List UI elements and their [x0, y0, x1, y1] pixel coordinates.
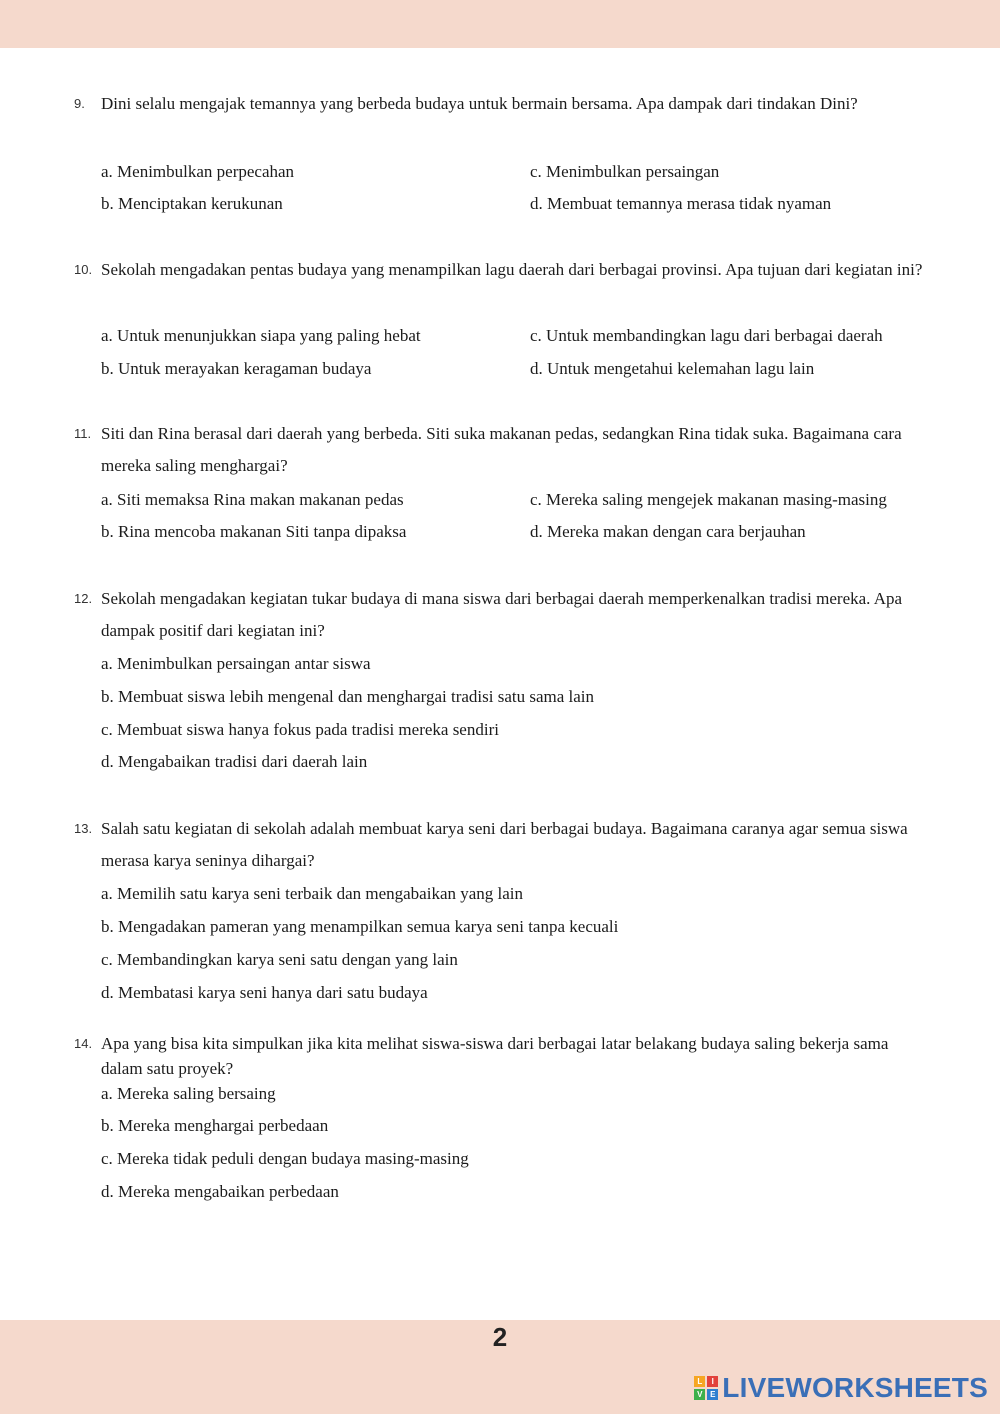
option-c[interactable]: c. Menimbulkan persaingan [530, 162, 720, 181]
question-text: Apa yang bisa kita simpulkan jika kita melihat siswa-siswa dari berbagai latar belakang budaya saling bekerja sama dalam satu proyek? [101, 1034, 889, 1078]
question-text: Sekolah mengadakan kegiatan tukar budaya di mana siswa dari berbagai daerah memperkenalkan tradisi mereka. Apa dampak positif dari kegiatan ini? [101, 589, 903, 640]
logo-letter: I [707, 1376, 718, 1387]
option-b[interactable]: b. Rina mencoba makanan Siti tanpa dipaksa [101, 522, 407, 541]
question-text: Dini selalu mengajak temannya yang berbeda budaya untuk bermain bersama. Apa dampak dari tindakan Dini? [101, 94, 858, 113]
option-d[interactable]: d. Mengabaikan tradisi dari daerah lain [101, 752, 368, 771]
option-b[interactable]: b. Menciptakan kerukunan [101, 194, 283, 213]
option-d[interactable]: d. Membuat temannya merasa tidak nyaman [530, 194, 832, 213]
logo-letter: E [707, 1389, 718, 1400]
question-text: Salah satu kegiatan di sekolah adalah membuat karya seni dari berbagai budaya. Bagaimana caranya agar semua siswa merasa karya seninya dihargai? [101, 819, 908, 870]
option-a[interactable]: a. Menimbulkan perpecahan [101, 162, 295, 181]
option-a[interactable]: a. Mereka saling bersaing [101, 1084, 276, 1103]
option-b[interactable]: b. Mengadakan pameran yang menampilkan semua karya seni tanpa kecuali [101, 917, 619, 936]
option-a[interactable]: a. Memilih satu karya seni terbaik dan mengabaikan yang lain [101, 884, 524, 903]
logo-letter: L [694, 1376, 705, 1387]
header-band [0, 0, 1000, 48]
option-c[interactable]: c. Mereka tidak peduli dengan budaya masing-masing [101, 1149, 469, 1168]
liveworksheets-icon [694, 1376, 718, 1400]
option-d[interactable]: d. Untuk mengetahui kelemahan lagu lain [530, 359, 815, 378]
option-d[interactable]: d. Membatasi karya seni hanya dari satu budaya [101, 983, 428, 1002]
option-c[interactable]: c. Membandingkan karya seni satu dengan yang lain [101, 950, 458, 969]
question-number: 10. [74, 262, 93, 277]
option-c[interactable]: c. Membuat siswa hanya fokus pada tradisi mereka sendiri [101, 720, 499, 739]
question-number: 13. [74, 821, 93, 836]
option-a[interactable]: a. Siti memaksa Rina makan makanan pedas [101, 490, 404, 509]
option-a[interactable]: a. Menimbulkan persaingan antar siswa [101, 654, 371, 673]
question-text: Siti dan Rina berasal dari daerah yang berbeda. Siti suka makanan pedas, sedangkan Rina tidak suka. Bagaimana cara mereka saling menghargai? [101, 424, 902, 475]
liveworksheets-logo[interactable] [694, 1372, 988, 1404]
option-b[interactable]: b. Membuat siswa lebih mengenal dan menghargai tradisi satu sama lain [101, 687, 595, 706]
option-c[interactable]: c. Untuk membandingkan lagu dari berbagai daerah [530, 326, 883, 345]
question-number: 9. [74, 96, 85, 111]
page-number: 2 [492, 1322, 508, 1352]
logo-letter: V [694, 1389, 705, 1400]
option-c[interactable]: c. Mereka saling mengejek makanan masing-masing [530, 490, 887, 509]
option-b[interactable]: b. Mereka menghargai perbedaan [101, 1116, 329, 1135]
question-number: 12. [74, 591, 93, 606]
option-a[interactable]: a. Untuk menunjukkan siapa yang paling hebat [101, 326, 421, 345]
question-text: Sekolah mengadakan pentas budaya yang menampilkan lagu daerah dari berbagai provinsi. Apa tujuan dari kegiatan ini? [101, 260, 923, 279]
option-d[interactable]: d. Mereka mengabaikan perbedaan [101, 1182, 339, 1201]
brand-name: LIVEWORKSHEETS [722, 1372, 988, 1403]
option-b[interactable]: b. Untuk merayakan keragaman budaya [101, 359, 372, 378]
question-number: 14. [74, 1036, 93, 1051]
option-d[interactable]: d. Mereka makan dengan cara berjauhan [530, 522, 806, 541]
question-number: 11. [74, 426, 92, 441]
